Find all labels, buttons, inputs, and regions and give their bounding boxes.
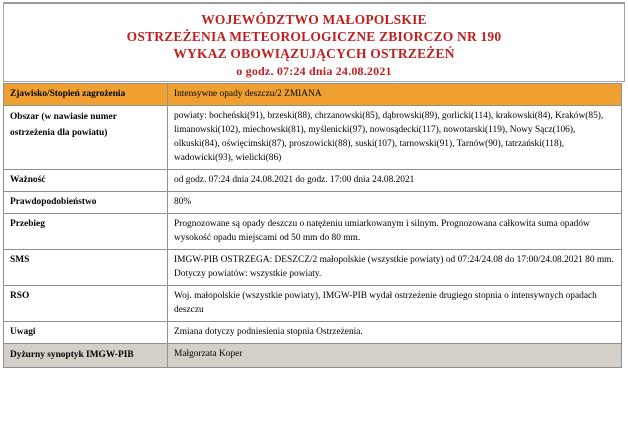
title-line-list-heading: WYKAZ OBOWIĄZUJĄCYCH OSTRZEŻEŃ bbox=[173, 46, 455, 61]
row-value-sms: IMGW-PIB OSTRZEGA: DESZCZ/2 małopolskie (wszystkie powiaty) od 07:24/24.08 do 17:00/24.08.2021 80 mm. Dotyczy powiatów: wszystkie powiaty. bbox=[168, 250, 622, 286]
row-value-phenomenon: Intensywne opady deszczu/2 ZMIANA bbox=[168, 84, 622, 106]
table-row-duty-forecaster bbox=[4, 344, 622, 368]
table-row-phenomenon bbox=[4, 84, 622, 106]
row-value-rso: Woj. małopolskie (wszystkie powiaty), IMGW-PIB wydał ostrzeżenie drugiego stopnia o intensywnych opadach deszczu bbox=[168, 286, 622, 322]
row-label-rso: RSO bbox=[4, 286, 168, 322]
table-row-area bbox=[4, 106, 622, 170]
row-label-duty-forecaster: Dyżurny synoptyk IMGW-PIB bbox=[4, 344, 168, 368]
table-row-course bbox=[4, 214, 622, 250]
row-label-probability: Prawdopodobieństwo bbox=[4, 192, 168, 214]
row-value-probability: 80% bbox=[168, 192, 622, 214]
row-value-remarks: Zmiana dotyczy podniesienia stopnia Ostrzeżenia. bbox=[168, 322, 622, 344]
row-label-validity: Ważność bbox=[4, 170, 168, 192]
warning-document-page bbox=[0, 2, 628, 437]
row-value-duty-forecaster: Małgorzata Koper bbox=[168, 344, 622, 368]
row-label-remarks: Uwagi bbox=[4, 322, 168, 344]
title-timestamp: o godz. 07:24 dnia 24.08.2021 bbox=[236, 64, 392, 78]
row-label-sms: SMS bbox=[4, 250, 168, 286]
row-value-area: powiaty: bocheński(91), brzeski(88), chrzanowski(85), dąbrowski(89), gorlicki(114), krakowski(84), Kraków(85), limanowski(102), miechowski(81), myślenicki(97), nowosądecki(117), nowotarski(119), Nowy Sącz(106), olkuski(84), oświęcimski(87), proszowicki(88), suski(107), tarnowski(91), Tarnów(90), tatrzański(118), wadowicki(93), wielicki(86) bbox=[168, 106, 622, 170]
row-label-phenomenon: Zjawisko/Stopień zagrożenia bbox=[4, 84, 168, 106]
row-value-validity: od godz. 07:24 dnia 24.08.2021 do godz. 17:00 dnia 24.08.2021 bbox=[168, 170, 622, 192]
table-row-validity bbox=[4, 170, 622, 192]
table-row-remarks bbox=[4, 322, 622, 344]
row-label-course: Przebieg bbox=[4, 214, 168, 250]
title-line-warning-number: OSTRZEŻENIA METEOROLOGICZNE ZBIORCZO NR 190 bbox=[126, 29, 502, 44]
table-row-sms bbox=[4, 250, 622, 286]
table-row-rso bbox=[4, 286, 622, 322]
document-title-block bbox=[3, 2, 625, 82]
warning-details-table bbox=[3, 83, 622, 368]
title-line-voivodeship: WOJEWÓDZTWO MAŁOPOLSKIE bbox=[201, 12, 427, 27]
table-row-probability bbox=[4, 192, 622, 214]
row-value-course: Prognozowane są opady deszczu o natężeniu umiarkowanym i silnym. Prognozowana całkowita suma opadów wysokość opadu miejscami od 50 mm do 80 mm. bbox=[168, 214, 622, 250]
row-label-area: Obszar (w nawiasie numer ostrzeżenia dla powiatu) bbox=[4, 106, 168, 170]
